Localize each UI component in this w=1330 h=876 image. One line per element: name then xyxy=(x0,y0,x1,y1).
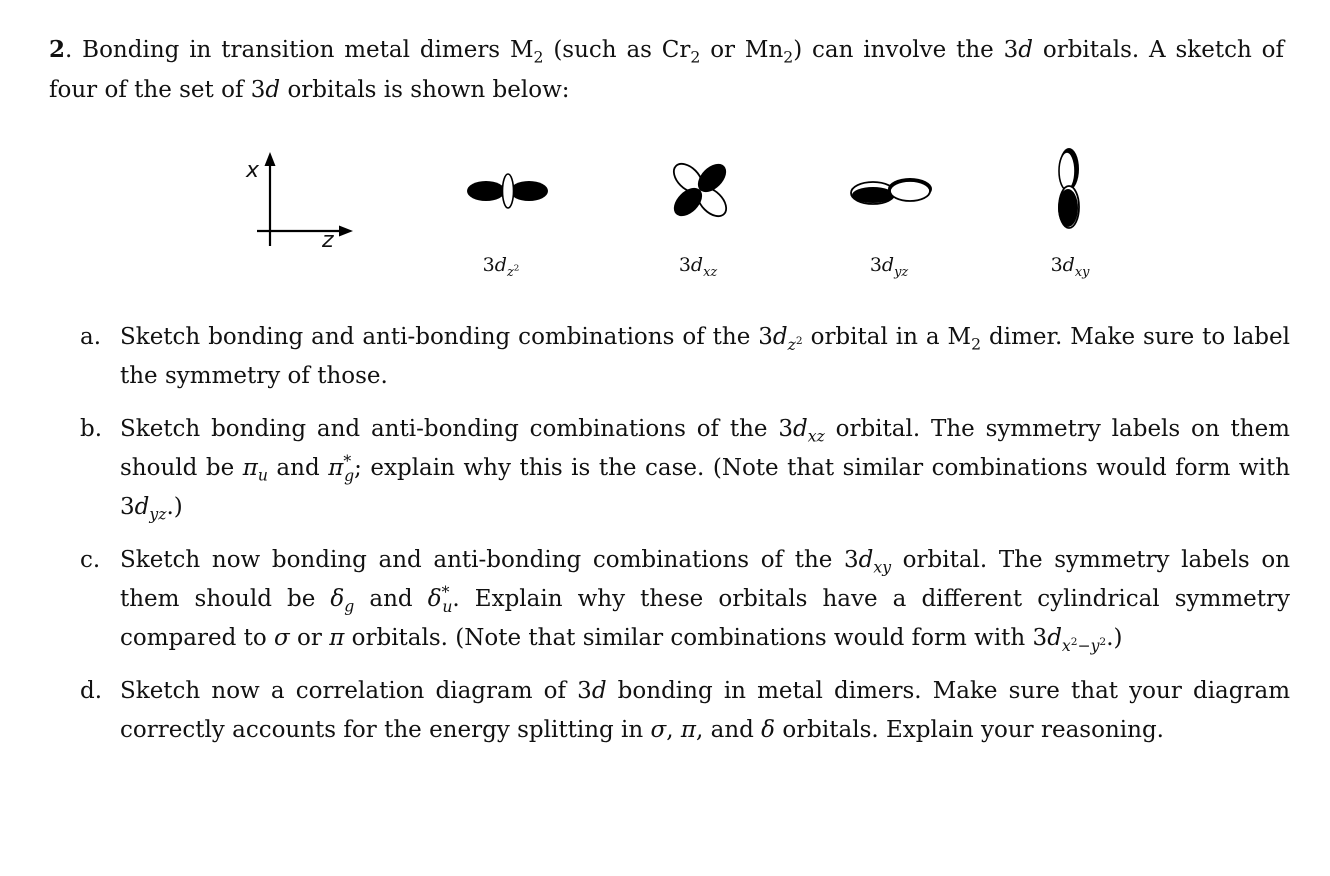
question-text: Sketch bonding and anti-bonding combinations of the $3d_{z^2}$ orbital in a $M_2$ dimer. Make sure to label the symmetry of those. xyxy=(120,324,1290,389)
question-label: b. xyxy=(80,416,103,442)
problem-number: 2 xyxy=(49,36,66,63)
question-d xyxy=(80,672,1290,750)
question-label: c. xyxy=(80,547,101,573)
orbital-dxy-sketch xyxy=(1040,144,1100,234)
question-c xyxy=(80,541,1290,658)
orbital-dxz-sketch xyxy=(660,150,740,230)
orbital-label-dyz: $3d_{yz}$ xyxy=(869,254,909,280)
orbital-label-dxz: $3d_{xz}$ xyxy=(678,254,718,280)
question-list xyxy=(80,318,1290,764)
orbital-dz2-sketch xyxy=(463,166,553,216)
question-a xyxy=(80,318,1290,396)
axis-z-label: z xyxy=(322,228,334,253)
orbital-figure xyxy=(0,140,1330,290)
question-b xyxy=(80,410,1290,527)
question-text: Sketch bonding and anti-bonding combinations of the $3d_{xz}$ orbital. The symmetry labels on them should be $\pi_u$ and $\pi^*_g$; explain why this is the case. (Note that similar combinations would form with $3d_{yz}$.) xyxy=(120,416,1291,524)
question-label: a. xyxy=(80,324,102,350)
orbital-label-dz2: $3d_{z^2}$ xyxy=(482,254,520,280)
question-text: Sketch now bonding and anti-bonding combinations of the $3d_{xy}$ orbital. The symmetry labels on them should be $\delta_g$ and $\delta^*_u$. Explain why these orbitals have a different cylindrical symmetry compared to σ or π orbitals. (Note that similar combinations would form with $3d_{x^2-y^2}$.) xyxy=(120,547,1291,655)
axis-x-label: x xyxy=(246,158,260,183)
question-text: Sketch now a correlation diagram of 3d bonding in metal dimers. Make sure that your diagram correctly accounts for the energy splitting in σ, π, and δ orbitals. Explain your reasoning. xyxy=(120,678,1291,743)
problem-intro: 2. Bonding in transition metal dimers $M_2$ (such as $Cr_2$ or $Mn_2$) can involve the 3d orbitals. A sketch of four of the set of 3d orbitals is shown below: xyxy=(49,36,1284,103)
axes-diagram xyxy=(245,146,365,256)
question-label: d. xyxy=(80,678,103,704)
orbital-dyz-sketch xyxy=(846,166,941,216)
orbital-label-dxy: $3d_{xy}$ xyxy=(1050,254,1090,280)
